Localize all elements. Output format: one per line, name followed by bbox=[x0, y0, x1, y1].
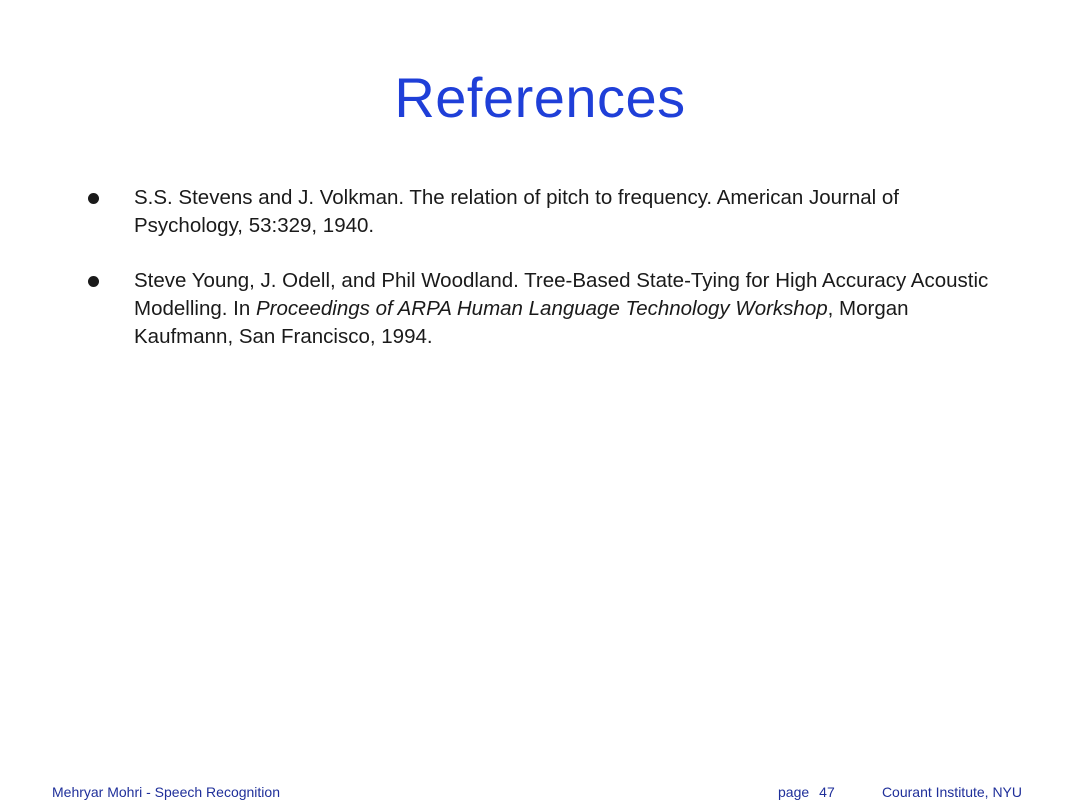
bullet-icon bbox=[88, 193, 99, 204]
reference-segment-italic: Proceedings of ARPA Human Language Technology Workshop bbox=[255, 297, 828, 320]
footer-author-course: Mehryar Mohri - Speech Recognition bbox=[52, 784, 280, 800]
reference-text bbox=[134, 186, 899, 237]
reference-segment: , Morgan Kaufmann, San Francisco, 1994. bbox=[134, 297, 909, 348]
footer-institution: Courant Institute, NYU bbox=[881, 784, 1022, 800]
reference-segment: Steve Young, J. Odell, and Phil Woodland. Tree-Based State-Tying for High Accuracy Acoustic Modelling. In bbox=[134, 269, 989, 320]
reference-text bbox=[134, 269, 988, 348]
page-label: page bbox=[778, 784, 810, 800]
reference-item bbox=[0, 184, 1080, 240]
reference-segment: S.S. Stevens and J. Volkman. The relation of pitch to frequency. American Journal of Psychology, 53:329, 1940. bbox=[134, 186, 899, 237]
reference-list bbox=[0, 184, 1080, 378]
slide-title: References bbox=[394, 66, 686, 129]
footer-page bbox=[778, 783, 835, 801]
reference-item bbox=[0, 267, 1080, 351]
page-number: 47 bbox=[819, 784, 835, 800]
bullet-icon bbox=[88, 276, 99, 287]
